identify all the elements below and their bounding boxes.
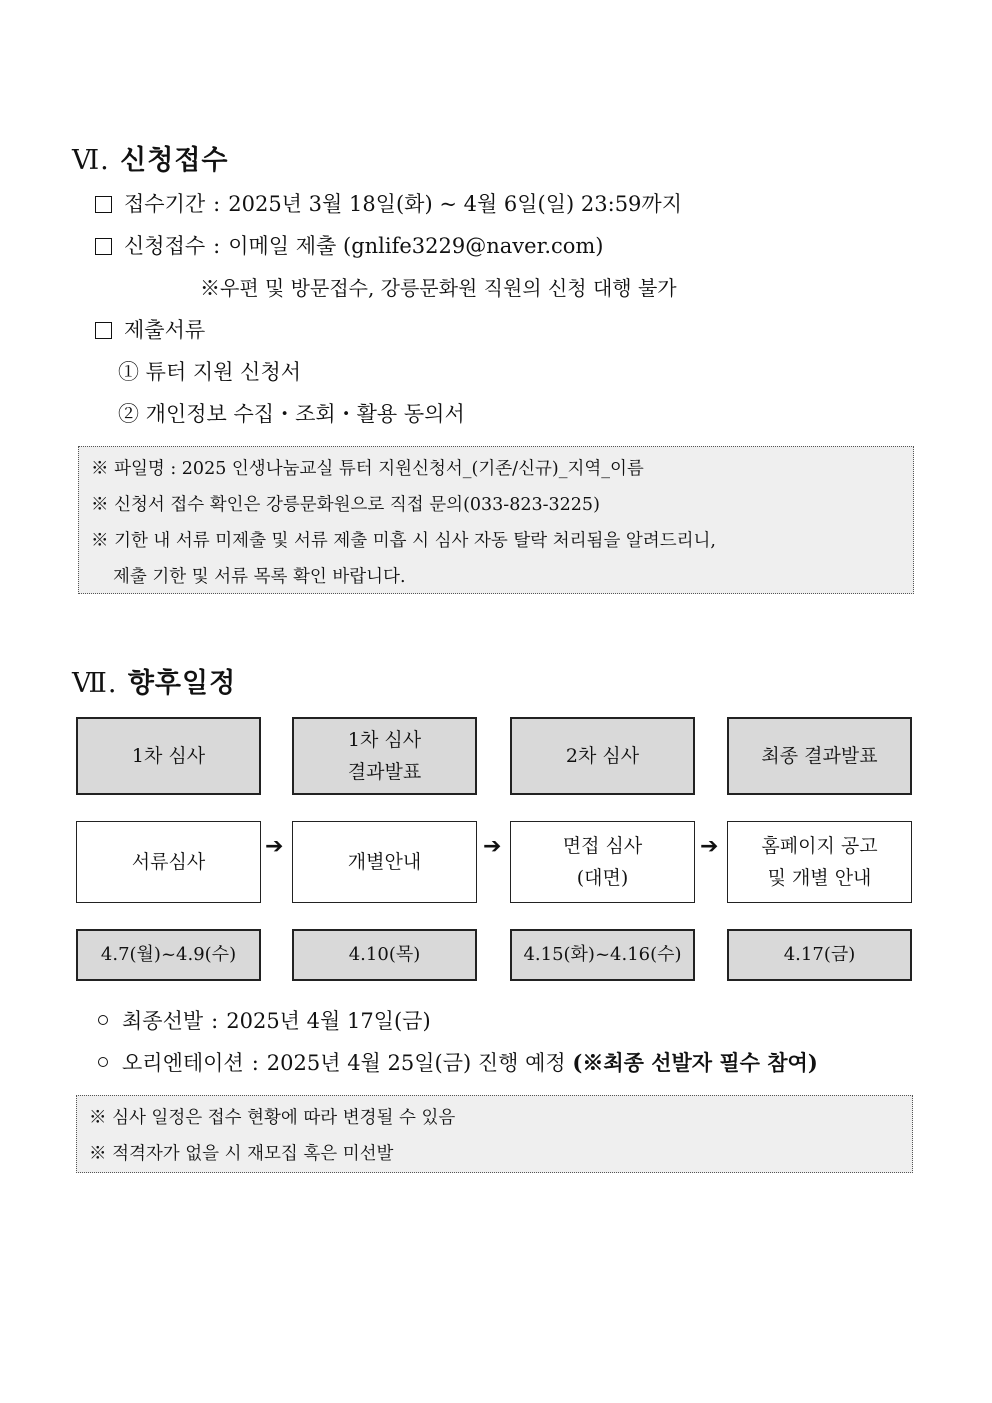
section-number: Ⅶ. — [72, 668, 118, 699]
docs-label: 제출서류 — [124, 318, 206, 342]
colon: : — [213, 192, 221, 216]
final-value: 2025년 4월 17일(금) — [226, 1009, 431, 1033]
note-line: 제출 기한 및 서류 목록 확인 바랍니다. — [113, 567, 406, 587]
stage-desc-text-2: (대면) — [576, 867, 629, 889]
stage-date-1 — [76, 929, 261, 981]
section-title: 신청접수 — [120, 145, 229, 176]
note-line: ※ 적격자가 없을 시 재모집 혹은 미선발 — [89, 1144, 394, 1164]
orientation-value: 2025년 4월 25일(금) 진행 예정 — [266, 1051, 566, 1075]
stage-desc-4 — [727, 821, 912, 903]
stage-desc-text-2: 및 개별 안내 — [767, 867, 872, 889]
note-line: ※ 파일명 : 2025 인생나눔교실 튜터 지원신청서_(기존/신규)_지역_이름 — [91, 459, 644, 479]
apply-note: ※우편 및 방문접수, 강릉문화원 직원의 신청 대행 불가 — [200, 276, 677, 300]
stage-title-text: 2차 심사 — [565, 745, 640, 767]
orientation-label: 오리엔테이션 — [122, 1051, 244, 1075]
schedule-notes-box — [76, 1095, 913, 1173]
stage-date-2 — [292, 929, 477, 981]
section-title: 향후일정 — [127, 668, 237, 699]
apply-label: 신청접수 — [124, 234, 206, 258]
stage-title-text: 최종 결과발표 — [761, 745, 878, 767]
colon: : — [251, 1051, 259, 1075]
stage-date-text: 4.15(화)~4.16(수) — [523, 944, 682, 965]
stage-date-text: 4.10(목) — [348, 944, 421, 965]
colon: : — [211, 1009, 219, 1033]
stage-title-1 — [76, 717, 261, 795]
square-bullet-icon — [95, 322, 112, 339]
stage-title-4 — [727, 717, 912, 795]
stage-desc-text: 서류심사 — [131, 851, 206, 873]
arrow-right-icon: ➔ — [265, 834, 284, 859]
stage-title-text-2: 결과발표 — [347, 761, 422, 783]
stage-desc-2 — [292, 821, 477, 903]
apply-value: 이메일 제출 (gnlife3229@naver.com) — [228, 234, 604, 258]
stage-desc-text: 면접 심사 — [562, 835, 643, 857]
period-value: 2025년 3월 18일(화) ~ 4월 6일(일) 23:59까지 — [228, 192, 682, 216]
stage-desc-3 — [510, 821, 695, 903]
stage-title-2 — [292, 717, 477, 795]
square-bullet-icon — [95, 238, 112, 255]
arrow-right-icon: ➔ — [700, 834, 719, 859]
colon: : — [213, 234, 221, 258]
stage-title-text: 1차 심사 — [131, 745, 206, 767]
note-line: ※ 신청서 접수 확인은 강릉문화원으로 직접 문의(033-823-3225) — [91, 495, 600, 515]
stage-title-3 — [510, 717, 695, 795]
period-row — [95, 188, 682, 218]
period-label: 접수기간 — [124, 192, 206, 216]
apply-row — [95, 230, 604, 260]
section-heading-schedule — [72, 661, 236, 700]
section-number: Ⅵ. — [72, 145, 110, 176]
arrow-right-icon: ➔ — [483, 834, 502, 859]
square-bullet-icon — [95, 196, 112, 213]
section-heading-apply — [72, 138, 228, 177]
stage-title-text: 1차 심사 — [347, 729, 422, 751]
stage-desc-text: 홈페이지 공고 — [761, 835, 878, 857]
docs-row — [95, 314, 205, 344]
orientation-row — [98, 1047, 818, 1077]
stage-date-3 — [510, 929, 695, 981]
stage-date-text: 4.17(금) — [783, 944, 856, 965]
stage-date-4 — [727, 929, 912, 981]
stage-desc-1 — [76, 821, 261, 903]
stage-desc-text: 개별안내 — [347, 851, 422, 873]
stage-date-text: 4.7(월)~4.9(수) — [100, 944, 237, 965]
note-line: ※ 기한 내 서류 미제출 및 서류 제출 미흡 시 심사 자동 탈락 처리됨을 알려드리니, — [91, 531, 716, 551]
apply-notes-box — [78, 446, 914, 594]
note-line: ※ 심사 일정은 접수 현황에 따라 변경될 수 있음 — [89, 1108, 456, 1128]
final-label: 최종선발 — [122, 1009, 204, 1033]
circle-bullet-icon — [98, 1057, 108, 1067]
circle-bullet-icon — [98, 1015, 108, 1025]
orientation-note: (※최종 선발자 필수 참여) — [572, 1050, 818, 1075]
doc-item-1: ① 튜터 지원 신청서 — [118, 360, 302, 384]
final-selection-row — [98, 1005, 431, 1035]
doc-item-2: ② 개인정보 수집・조회・활용 동의서 — [118, 402, 465, 426]
